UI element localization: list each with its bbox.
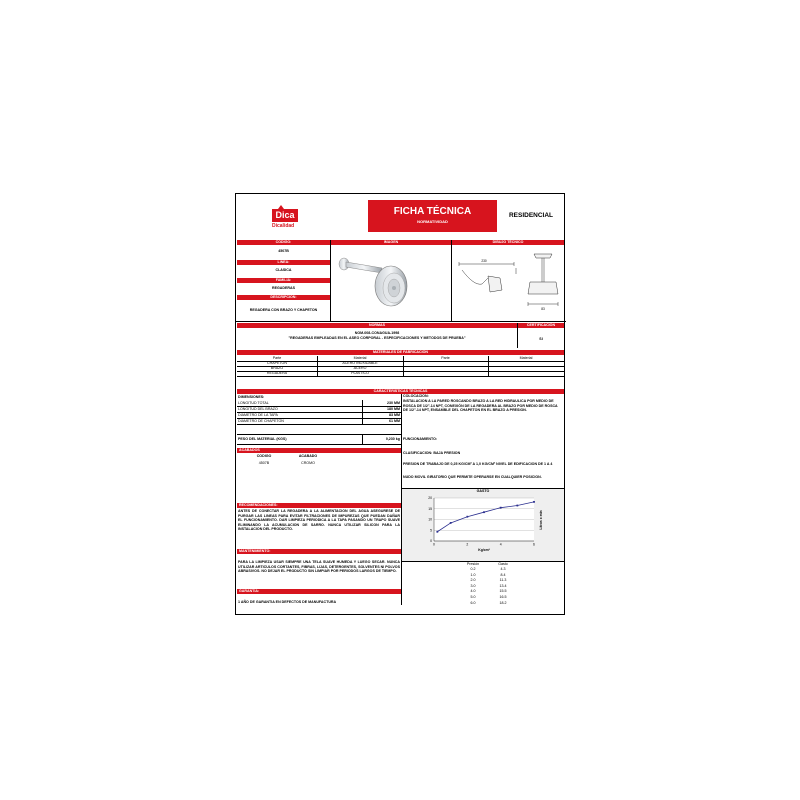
materiales-col-parte-2: Parte xyxy=(441,356,450,360)
dim-row-2-label: DIAMETRO DE LA TAPA xyxy=(238,413,278,417)
gasto-table-presion: 1.0 xyxy=(470,572,476,577)
chart-point xyxy=(436,531,438,533)
chart-ytick-label: 15 xyxy=(428,506,432,511)
codigo-header: CODIGO: xyxy=(237,240,330,245)
mantenimiento-text: PARA LA LIMPIEZA USAR SIEMPRE UNA TELA SUAVE HUMEDA Y LUEGO SECAR. NUNCA UTILIZAR ARTICULOS CORTANTES, FIBRAS, LIJAS, DETERGENTES, SOLVENTES NI POLVOS ABRASIVOS. NO DEJAR EL PRODUCTO SIN LIMPIAR POR PERIODOS LARGOS DE TIEMPO. xyxy=(238,560,400,574)
presion-text: PRESION DE TRABAJO DE 0,25 KG/CM² A 1,0 KG/CM² NIVEL DE EDIFICACION DE 1 A 4 xyxy=(403,462,553,466)
dim-top-label: 230 xyxy=(481,259,487,263)
gasto-table-gasto: 11.3 xyxy=(499,578,507,583)
technical-sheet xyxy=(235,193,565,615)
title-block xyxy=(368,200,497,232)
imagen-header: IMAGEN xyxy=(331,240,451,245)
chart-point xyxy=(466,516,468,518)
gasto-table-presion: 4.0 xyxy=(470,589,476,594)
chart-point xyxy=(516,505,518,507)
chart-ylabel: Litros x min xyxy=(539,510,543,530)
chart-xlabel: Kg/cm² xyxy=(478,548,490,552)
linea-header: LINEA: xyxy=(237,260,330,265)
gasto-chart-panel xyxy=(402,488,564,562)
dimensiones-label: DIMENSIONES: xyxy=(238,395,265,399)
acabados-col-codigo: CODIGO xyxy=(256,454,272,458)
familia-header: FAMILIA: xyxy=(237,278,330,283)
normas-code: NOM-008-CONAGUA-1998 xyxy=(354,331,400,335)
materiales-header: MATERIALES DE FABRICACIÓN xyxy=(237,350,564,355)
chart-point xyxy=(450,522,452,524)
gasto-table-gasto: 13.4 xyxy=(499,583,507,588)
garantia-text: 1 AÑO DE GARANTIA EN DEFECTOS DE MANUFACTURA xyxy=(238,600,337,604)
chart-point xyxy=(483,511,485,513)
chart-xtick-label: 4 xyxy=(499,542,502,547)
chart-ytick-label: 20 xyxy=(428,496,432,501)
nudo-text: NUDO MOVIL GIRATORIO QUE PERMITE OPERARSE EN CUALQUIER POSICION. xyxy=(403,475,542,479)
dim-row-3-value: 61 MM xyxy=(389,419,400,423)
caracteristicas-header: CARACTERISTICAS TÉCNICAS xyxy=(237,389,564,394)
descripcion-value: REGADERA CON BRAZO Y CHAPETON xyxy=(249,308,318,312)
dibujo-header: DIBUJO TÉCNICO xyxy=(452,240,564,245)
gasto-table-presion: 3.0 xyxy=(470,583,476,588)
chart-xtick-label: 2 xyxy=(466,542,469,547)
peso-value: 0,230 kg xyxy=(385,437,400,441)
descripcion-header: DESCRIPCION: xyxy=(237,295,330,300)
gasto-chart xyxy=(402,493,564,561)
gasto-table-gasto: 4.3 xyxy=(500,567,506,571)
logo-box xyxy=(272,209,298,222)
certificacion-header: CERTIFICACIÓN xyxy=(518,323,564,328)
gasto-table-presion: 6.0 xyxy=(470,600,476,605)
gasto-table-header-gasto: Gasto xyxy=(498,562,508,566)
recomendaciones-header: RECOMENDACIONES: xyxy=(237,503,401,508)
gasto-table-presion: 5.0 xyxy=(470,595,476,599)
dim-row-3-label: DIAMETRO DE CHAPETON xyxy=(238,419,284,423)
certificacion-value: SI xyxy=(539,337,543,341)
gasto-table-presion: 0.2 xyxy=(470,567,476,571)
garantia-header: GARANTIA: xyxy=(237,589,401,594)
dim-row-0-label: LONGITUD TOTAL xyxy=(238,401,269,405)
chart-ytick-label: 10 xyxy=(428,517,432,522)
page-title: FICHA TÉCNICA xyxy=(393,206,472,217)
chart-point xyxy=(533,501,535,503)
gasto-table xyxy=(458,562,518,610)
logo-text: Dica xyxy=(275,210,295,220)
gasto-table-gasto: 8.4 xyxy=(500,572,506,577)
normas-description: "REGADERAS EMPLEADAS EN EL ASEO CORPORAL - ESPECIFICACIONES Y METODOS DE PRUEBA" xyxy=(288,336,466,340)
dim-row-0-value: 230 MM xyxy=(387,401,400,405)
chart-xtick-label: 0 xyxy=(433,542,435,547)
dim-row-2-value: 83 MM xyxy=(389,413,400,417)
clasificacion-text: CLASIFICACION: BAJA PRESION xyxy=(403,451,461,455)
gasto-table-header-presion: Presión xyxy=(466,562,480,566)
chart-ytick-label: 5 xyxy=(430,528,432,533)
materiales-col-material-2: Material xyxy=(519,356,533,360)
chart-xtick-label: 6 xyxy=(533,542,535,547)
colocacion-text: INSTALACION A LA PARED ROSCANDO BRAZO A LA RED HIDRAULICA POR MEDIO DE ROSCA DE 1/2"-14 NPT, CONEXIÓN DE LA REGADERA AL BRAZO POR MEDIO DE ROSCA DE 1/2"-14 NPT, ENSAMBLE DEL CHAPETON EN EL BRAZO A PRESION. xyxy=(403,399,558,413)
chart-ytick-label: 0 xyxy=(430,539,432,544)
gasto-table-gasto: 16.5 xyxy=(499,595,507,599)
product-image xyxy=(336,250,448,316)
chart-title: GASTO xyxy=(476,489,490,493)
materiales-row-2-parte: REGADERA xyxy=(266,371,288,375)
peso-label: PESO DEL MATERIAL (KGS) xyxy=(238,437,287,441)
colocacion-label: COLOCACION: xyxy=(403,394,429,398)
materiales-col-material-1: Material xyxy=(353,356,367,360)
recomendaciones-text: ANTES DE CONECTAR LA REGADERA A LA ALIMENTACION DEL AGUA ASEGURESE DE PURGAR LAS LINEAS PARA EVITAR FILTRACIONES DE IMPUREZAS QUE PUEDAN DAÑAR EL FUNCIONAMIENTO. DAR LIMPIEZA PERIODICA A LA TAPA PASANDO UN TRAPO SUAVE ELIMINANDO LA ACUMULACION DE SARRO. NUNCA UTILIZAR SILICON PARA LA INSTALACION DEL PRODUCTO. xyxy=(238,509,400,532)
materiales-row-2-material: PLASTICO xyxy=(351,371,369,375)
dim-row-1-value: 180 MM xyxy=(387,407,400,411)
materiales-row-0-parte: CHAPETON xyxy=(267,361,287,365)
dica-logo xyxy=(272,205,300,233)
materiales-row-0-material: ACERO INOXIDABLE xyxy=(342,361,378,365)
mantenimiento-header: MANTENIMIENTO: xyxy=(237,549,401,554)
funcionamiento-label: FUNCIONAMIENTO: xyxy=(403,437,438,441)
gasto-table-presion: 2.0 xyxy=(470,578,476,583)
familia-value: REGADERAS xyxy=(272,286,295,290)
acabados-row-codigo: 4507B xyxy=(258,461,270,465)
technical-drawing xyxy=(454,248,564,320)
linea-value: CLASICA xyxy=(275,268,292,272)
normas-header: NORMAS xyxy=(237,323,517,328)
logo-subtext: Dicalidad xyxy=(272,223,295,229)
materiales-row-1-parte: BRAZO xyxy=(270,366,284,370)
codigo-value: 4507B xyxy=(278,249,289,253)
page-subtitle: NORMATIVIDAD xyxy=(417,219,448,224)
dim-bottom-label: 83 xyxy=(541,307,545,311)
gasto-table-gasto: 18.2 xyxy=(499,600,507,605)
acabados-row-acabado: CROMO xyxy=(301,461,315,465)
acabados-header: ACABADOS xyxy=(237,448,401,453)
segment-label: RESIDENCIAL xyxy=(508,212,554,219)
chart-point xyxy=(500,507,502,509)
gasto-table-gasto: 15.5 xyxy=(499,589,507,594)
materiales-row-1-material: ACERO xyxy=(353,366,367,370)
dim-row-1-label: LONGITUD DEL BRAZO xyxy=(238,407,278,411)
materiales-col-parte-1: Parte xyxy=(272,356,282,360)
acabados-col-acabado: ACABADO xyxy=(298,454,318,458)
